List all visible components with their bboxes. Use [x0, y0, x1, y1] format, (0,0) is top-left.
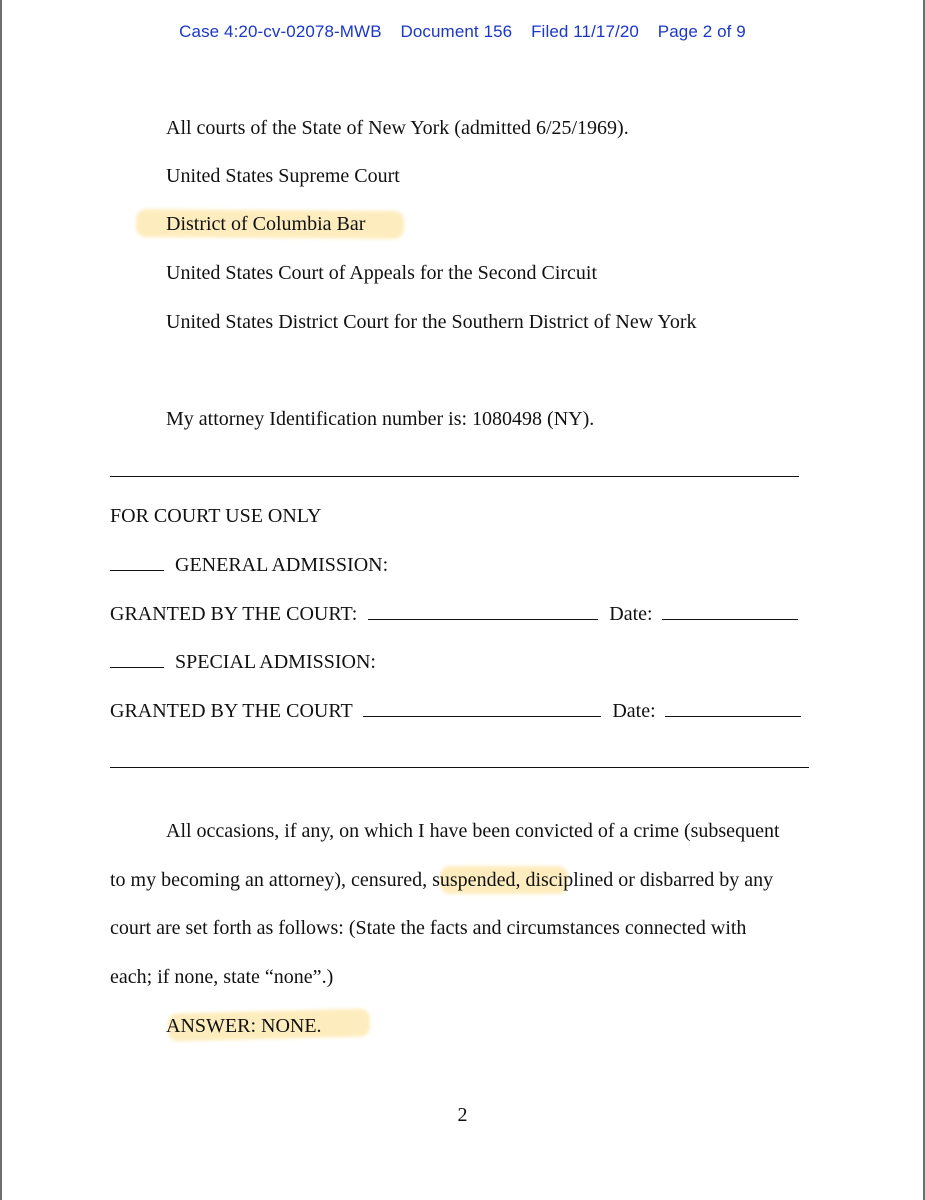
answer-line: ANSWER: NONE. [166, 1015, 322, 1037]
admission-supreme-court: United States Supreme Court [166, 165, 400, 187]
document-number: Document 156 [400, 22, 513, 41]
granted-row-1 [110, 601, 798, 626]
special-admission-check-blank[interactable] [110, 649, 164, 668]
occasions-line-4: each; if none, state “none”.) [110, 966, 334, 988]
date-blank-1[interactable] [662, 601, 798, 620]
separator-rule-bottom [110, 767, 809, 768]
granted-signature-blank-2[interactable] [363, 698, 601, 717]
court-use-title: FOR COURT USE ONLY [110, 505, 322, 527]
special-admission-row [110, 649, 376, 674]
general-admission-label: GENERAL ADMISSION: [175, 554, 389, 576]
document-header [0, 22, 925, 42]
admission-sdny: United States District Court for the Southern District of New York [166, 311, 697, 333]
admission-dc-bar: District of Columbia Bar [166, 213, 366, 235]
filed-date: Filed 11/17/20 [531, 22, 639, 41]
granted-label-1: GRANTED BY THE COURT: [110, 603, 358, 625]
date-label-1: Date: [609, 603, 653, 625]
occasions-line-2: to my becoming an attorney), censured, suspended, disciplined or disbarred by any [110, 869, 774, 891]
general-admission-check-blank[interactable] [110, 552, 164, 571]
separator-rule-top [110, 476, 799, 477]
admission-ny-courts: All courts of the State of New York (admitted 6/25/1969). [166, 117, 629, 139]
case-number: Case 4:20-cv-02078-MWB [179, 22, 382, 41]
date-label-2: Date: [612, 700, 656, 722]
granted-label-2: GRANTED BY THE COURT [110, 700, 353, 722]
occasions-line-3: court are set forth as follows: (State the facts and circumstances connected with [110, 917, 747, 939]
page-indicator: Page 2 of 9 [657, 22, 746, 41]
special-admission-label: SPECIAL ADMISSION: [175, 651, 376, 673]
page-number: 2 [457, 1104, 468, 1126]
general-admission-row [110, 552, 388, 577]
granted-signature-blank-1[interactable] [368, 601, 598, 620]
page-border-left [0, 0, 2, 1200]
date-blank-2[interactable] [665, 698, 801, 717]
attorney-id-line: My attorney Identification number is: 1080498 (NY). [166, 408, 595, 430]
occasions-line-1: All occasions, if any, on which I have been convicted of a crime (subsequent [166, 820, 780, 842]
admission-second-circuit: United States Court of Appeals for the Second Circuit [166, 262, 598, 284]
granted-row-2 [110, 698, 801, 723]
